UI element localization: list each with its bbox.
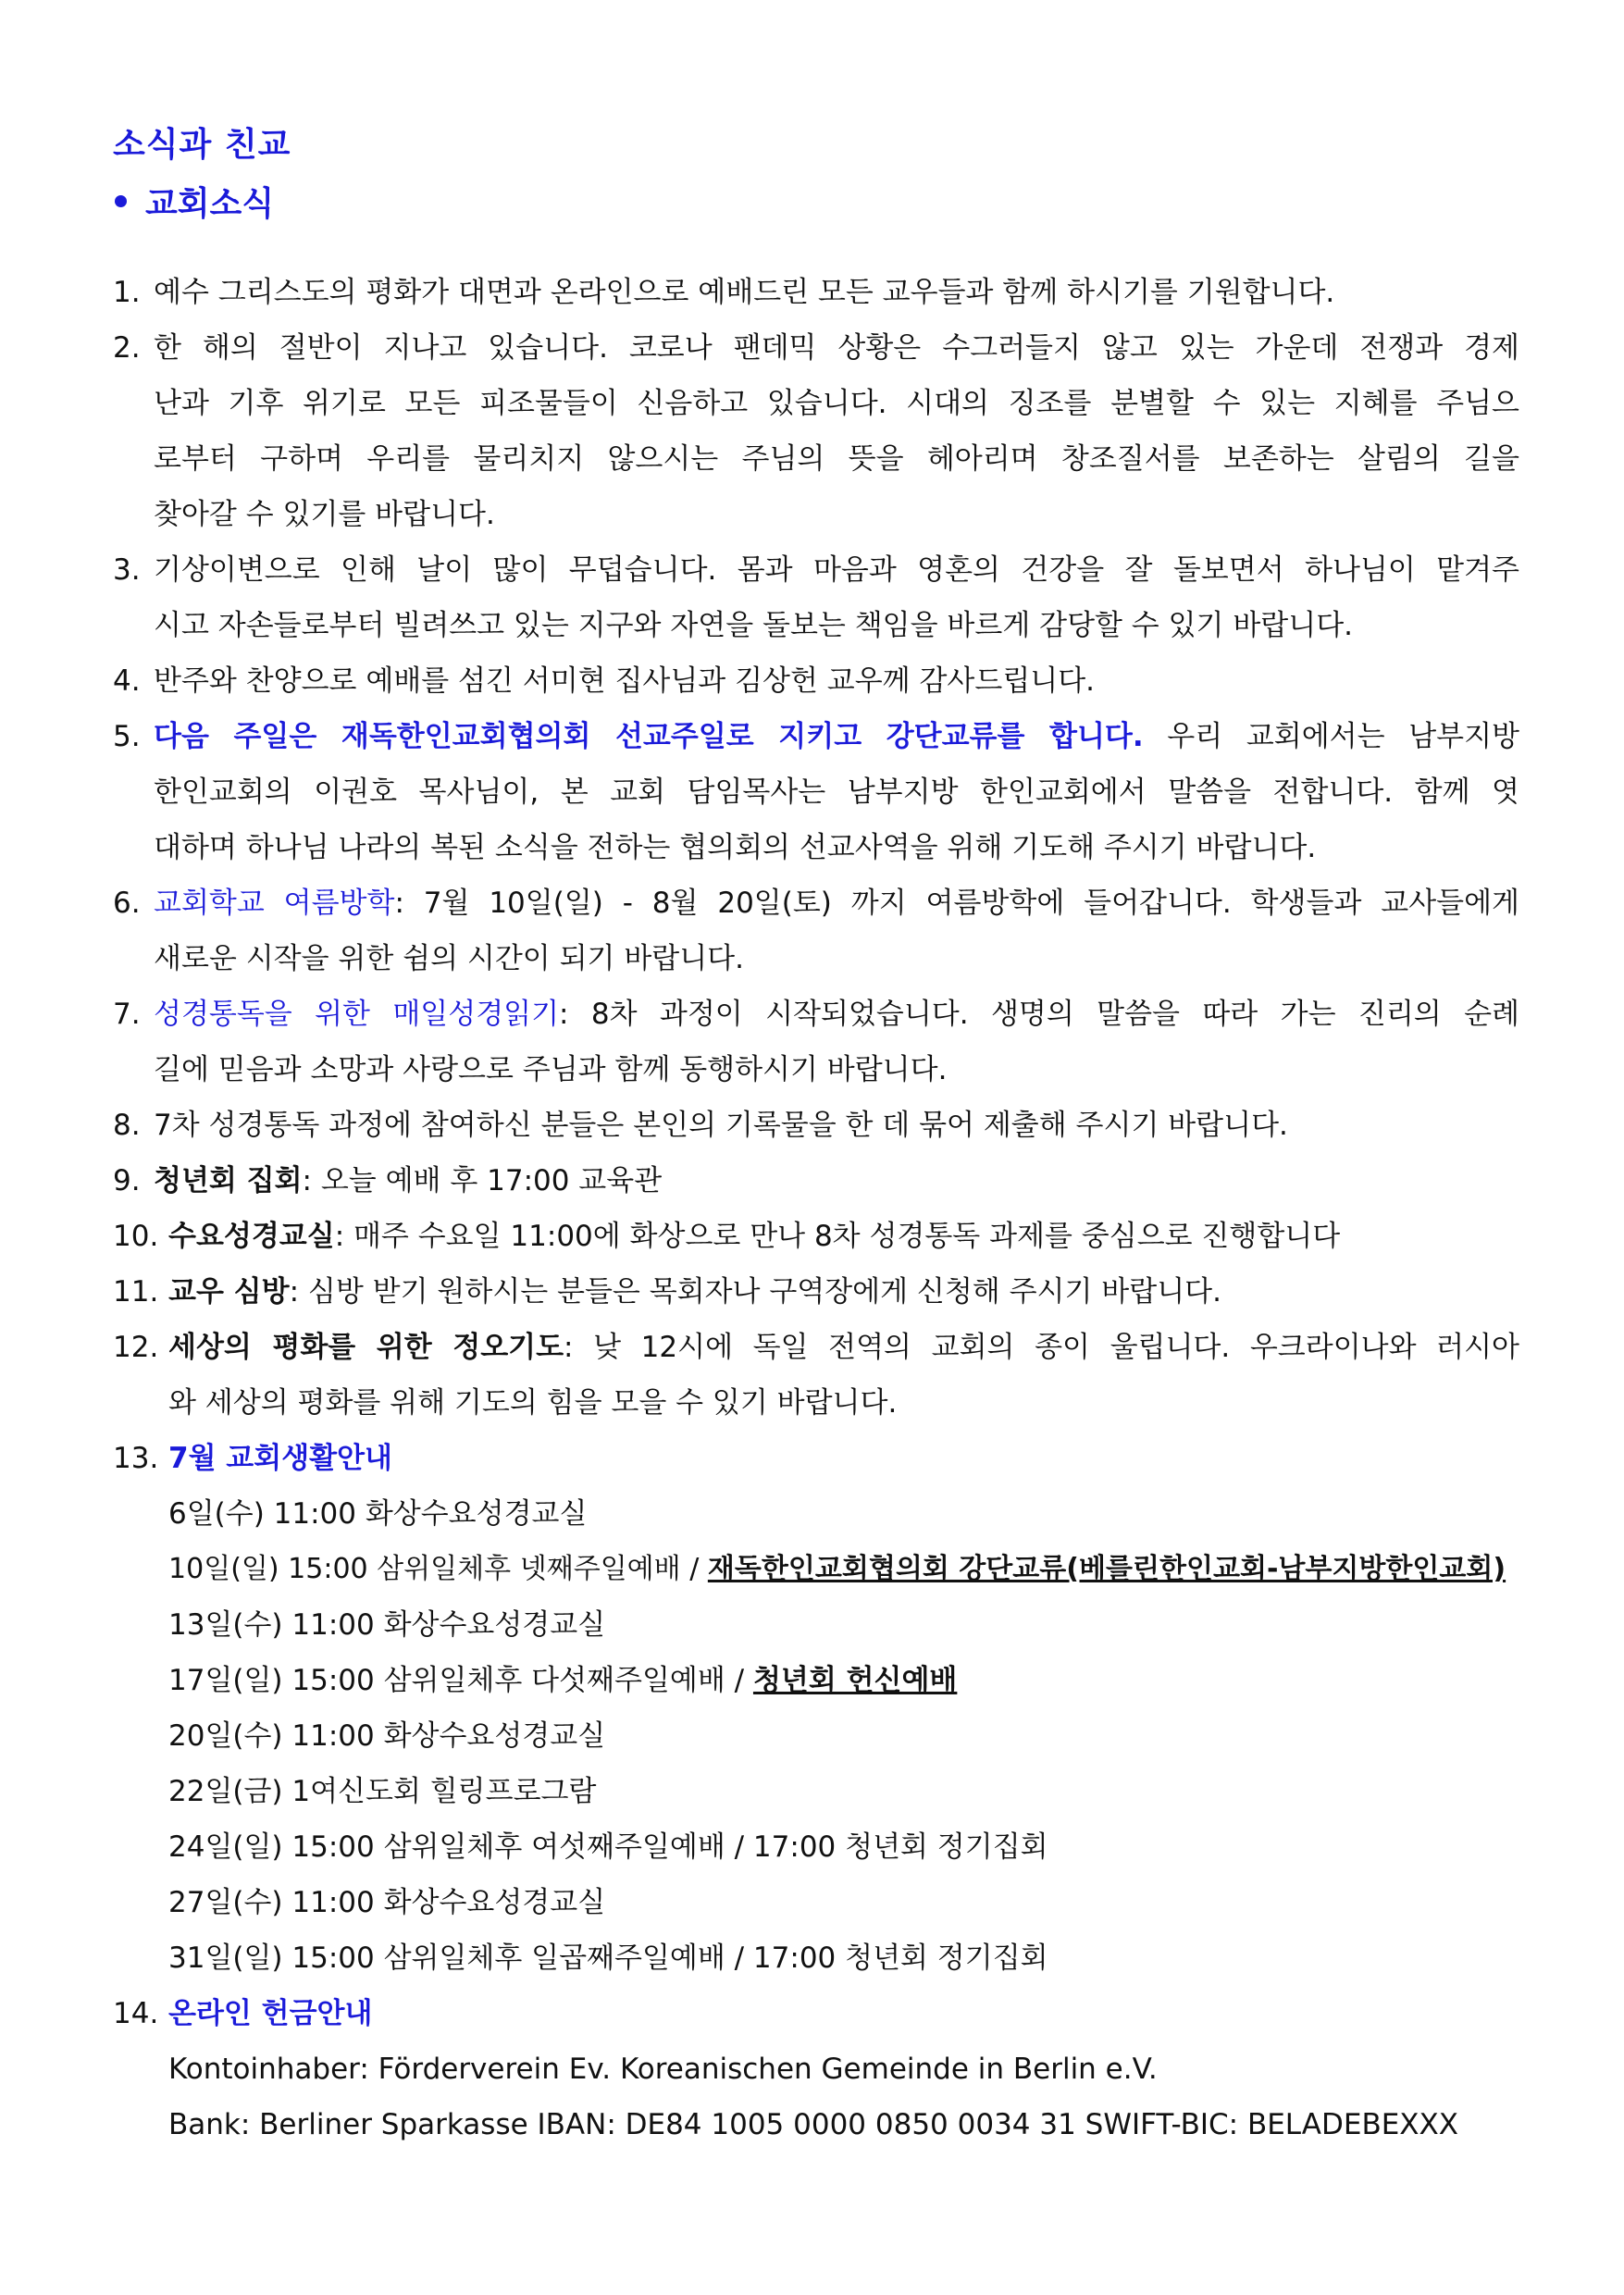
- account-holder: Kontoinhaber: Förderverein Ev. Koreanischen Gemeinde in Berlin e.V.: [168, 2053, 1158, 2086]
- item-number: 7.: [113, 998, 141, 1031]
- item-text: [154, 709, 1519, 764]
- schedule-item: [168, 1875, 1519, 1930]
- item-label: 교우 심방: [168, 1275, 290, 1309]
- schedule-text: 22일(금) 1여신도회 힐링프로그람: [168, 1775, 597, 1808]
- item-number: 14.: [113, 1997, 159, 2030]
- item-number: 1.: [113, 276, 141, 309]
- schedule-highlight: 청년회 헌신예배: [752, 1664, 958, 1697]
- item-text: 찾아갈 수 있기를 바랍니다.: [154, 498, 495, 531]
- schedule-item: [168, 1930, 1519, 1986]
- item-text: [168, 1320, 1519, 1375]
- schedule-item: [168, 1542, 1519, 1597]
- highlight-text: 다음 주일은 재독한인교회협의회 선교주일로 지키고 강단교류를 합니다.: [154, 720, 1144, 753]
- news-item-9: [113, 1153, 1519, 1209]
- item-number: 12.: [113, 1331, 159, 1364]
- news-item-7: [113, 986, 1519, 1098]
- news-item-12: [113, 1320, 1519, 1431]
- account-info: [168, 2041, 1519, 2152]
- news-item-6: [113, 875, 1519, 986]
- item-number: 11.: [113, 1275, 159, 1309]
- schedule-text: 17일(일) 15:00 삼위일체후 다섯째주일예배 /: [168, 1664, 753, 1697]
- item-text: 시고 자손들로부터 빌려쓰고 있는 지구와 자연을 돌보는 책임을 바르게 감당할 수 있기 바랍니다.: [154, 609, 1353, 642]
- item-text: 7차 성경통독 과정에 참여하신 분들은 본인의 기록물을 한 데 묶어 제출해 주시기 바랍니다.: [154, 1109, 1288, 1142]
- schedule-item: [168, 1764, 1519, 1819]
- item-label: 수요성경교실: [168, 1220, 335, 1253]
- news-item-11: [113, 1264, 1519, 1320]
- item-label: 청년회 집회: [154, 1164, 303, 1197]
- item-number: 10.: [113, 1220, 159, 1253]
- bullet-icon: [115, 195, 127, 207]
- news-item-10: [113, 1209, 1519, 1264]
- item-number: 9.: [113, 1164, 141, 1197]
- item-text: [154, 986, 1519, 1042]
- item-text: [154, 1153, 1519, 1209]
- item-text-rest: : 매주 수요일 11:00에 화상으로 만나 8차 성경통독 과제를 중심으로 진행합니다: [334, 1220, 1341, 1253]
- news-list: [113, 265, 1519, 2152]
- item-number: 8.: [113, 1109, 141, 1142]
- schedule-item: [168, 1819, 1519, 1875]
- schedule-item: [168, 1708, 1519, 1764]
- item-text-rest: : 오늘 예배 후 17:00 교육관: [302, 1164, 663, 1197]
- item-label: 7월 교회생활안내: [168, 1442, 392, 1475]
- schedule-text: 27일(수) 11:00 화상수요성경교실: [168, 1886, 606, 1919]
- schedule-text: 6일(수) 11:00 화상수요성경교실: [168, 1497, 588, 1531]
- item-text: 로부터 구하며 우리를 물리치지 않으시는 주님의 뜻을 헤아리며 창조질서를 보존하는 살림의 길을: [154, 442, 1519, 476]
- schedule-text: 13일(수) 11:00 화상수요성경교실: [168, 1608, 606, 1642]
- schedule-list: [168, 1486, 1519, 1986]
- item-number: 13.: [113, 1442, 159, 1475]
- item-number: 6.: [113, 887, 141, 920]
- item-text-rest: : 8차 과정이 시작되었습니다. 생명의 말씀을 따라 가는 진리의 순례: [559, 998, 1519, 1031]
- item-label: 세상의 평화를 위한 정오기도: [168, 1331, 564, 1364]
- item-text-rest: : 낮 12시에 독일 전역의 교회의 종이 울립니다. 우크라이나와 러시아: [564, 1331, 1519, 1364]
- item-text-rest: 우리 교회에서는 남부지방: [1143, 720, 1519, 753]
- item-text: 예수 그리스도의 평화가 대면과 온라인으로 예배드린 모든 교우들과 함께 하시기를 기원합니다.: [154, 276, 1335, 309]
- schedule-highlight: 재독한인교회협의회 강단교류(베를린한인교회-남부지방한인교회): [707, 1553, 1506, 1585]
- item-text: 한 해의 절반이 지나고 있습니다. 코로나 팬데믹 상황은 수그러들지 않고 있는 가운데 전쟁과 경제: [154, 331, 1519, 365]
- schedule-item: [168, 1597, 1519, 1653]
- item-text: 반주와 찬양으로 예배를 섬긴 서미현 집사님과 김상헌 교우께 감사드립니다.: [154, 664, 1096, 698]
- schedule-text: 10일(일) 15:00 삼위일체후 넷째주일예배 /: [168, 1553, 708, 1585]
- news-item-3: [113, 542, 1519, 653]
- item-label: 온라인 헌금안내: [168, 1997, 373, 2030]
- item-text: 한인교회의 이권호 목사님이, 본 교회 담임목사는 남부지방 한인교회에서 말씀을 전합니다. 함께 엿: [154, 775, 1519, 809]
- item-text: 난과 기후 위기로 모든 피조물들이 신음하고 있습니다. 시대의 징조를 분별할 수 있는 지혜를 주님으: [154, 387, 1519, 420]
- item-text: 길에 믿음과 소망과 사랑으로 주님과 함께 동행하시기 바랍니다.: [154, 1053, 948, 1086]
- bank-details: Bank: Berliner Sparkasse IBAN: DE84 1005 0000 0850 0034 31 SWIFT-BIC: BELADEBEXXX: [168, 2108, 1459, 2141]
- news-item-8: [113, 1098, 1519, 1153]
- news-item-13: [113, 1431, 1519, 1986]
- subsection-title: [115, 178, 274, 225]
- news-item-14: [113, 1986, 1519, 2152]
- item-text: [168, 1264, 1519, 1320]
- schedule-item: [168, 1486, 1519, 1542]
- news-item-4: [113, 653, 1519, 709]
- schedule-text: 20일(수) 11:00 화상수요성경교실: [168, 1719, 606, 1753]
- section-title: 소식과 친교: [113, 126, 291, 164]
- item-number: 5.: [113, 720, 141, 753]
- schedule-text: 31일(일) 15:00 삼위일체후 일곱째주일예배 / 17:00 청년회 정기집회: [168, 1941, 1048, 1975]
- item-number: 2.: [113, 331, 141, 365]
- schedule-text: 24일(일) 15:00 삼위일체후 여섯째주일예배 / 17:00 청년회 정기집회: [168, 1830, 1048, 1864]
- item-text: 기상이변으로 인해 날이 많이 무덥습니다. 몸과 마음과 영혼의 건강을 잘 돌보면서 하나님이 맡겨주: [154, 553, 1519, 587]
- item-number: 3.: [113, 553, 141, 587]
- news-item-2: [113, 320, 1519, 542]
- news-item-5: [113, 709, 1519, 875]
- schedule-item: [168, 1653, 1519, 1708]
- item-number: 4.: [113, 664, 141, 698]
- item-label: 교회학교 여름방학: [154, 887, 395, 920]
- item-text: 새로운 시작을 위한 쉼의 시간이 되기 바랍니다.: [154, 942, 744, 975]
- item-text: 와 세상의 평화를 위해 기도의 힘을 모을 수 있기 바랍니다.: [168, 1386, 898, 1420]
- item-text-rest: : 7월 10일(일) - 8월 20일(토) 까지 여름방학에 들어갑니다. 학생들과 교사들에게: [394, 887, 1520, 920]
- item-text: [154, 875, 1519, 931]
- item-text: [168, 1209, 1519, 1264]
- item-label: 성경통독을 위한 매일성경읽기: [154, 998, 560, 1031]
- subsection-title-text: 교회소식: [145, 185, 275, 223]
- item-text: 대하며 하나님 나라의 복된 소식을 전하는 협의회의 선교사역을 위해 기도해 주시기 바랍니다.: [154, 831, 1317, 864]
- news-item-1: [113, 265, 1519, 320]
- item-text-rest: : 심방 받기 원하시는 분들은 목회자나 구역장에게 신청해 주시기 바랍니다.: [289, 1275, 1221, 1309]
